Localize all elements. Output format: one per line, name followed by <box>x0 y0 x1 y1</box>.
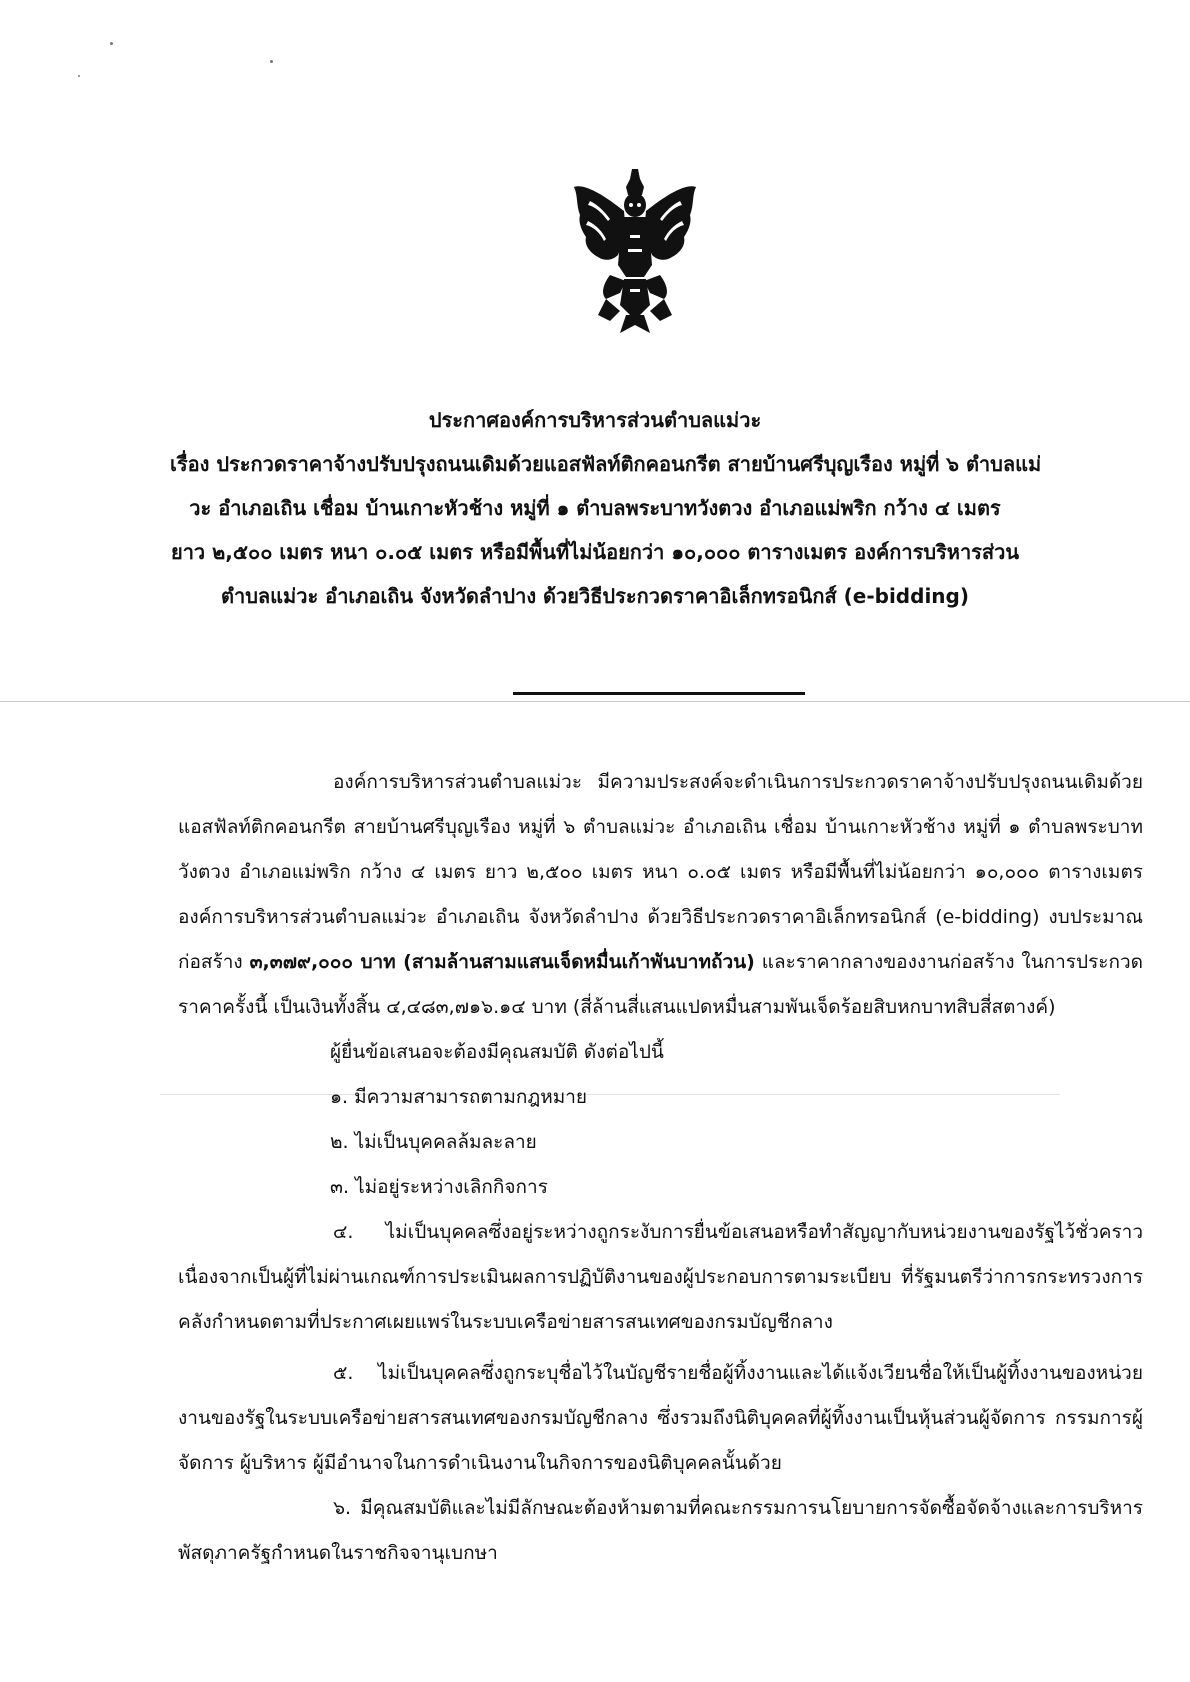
qualification-item: ๔. ไม่เป็นบุคคลซึ่งอยู่ระหว่างถูกระงับการยื่นข้อเสนอหรือทำสัญญากับหน่วยงานของรัฐไว้ชั่วคราว เนื่องจากเป็นผู้ที่ไม่ผ่านเกณฑ์การประเมินผลการปฏิบัติงานของผู้ประกอบการตามระเบียบ ที่รัฐมนตรีว่าการกระทรวงการคลังกำหนดตามที่ประกาศเผยแพร่ในระบบเครือข่ายสารสนเทศของกรมบัญชีกลาง <box>178 1221 1143 1333</box>
qualification-item: ๕. ไม่เป็นบุคคลซึ่งถูกระบุชื่อไว้ในบัญชีรายชื่อผู้ทิ้งงานและได้แจ้งเวียนชื่อให้เป็นผู้ทิ้งงานของหน่วยงานของรัฐในระบบเครือข่ายสารสนเทศของกรมบัญชีกลาง ซึ่งรวมถึงนิติบุคคลที่ผู้ทิ้งงานเป็นหุ้นส่วนผู้จัดการ กรรมการผู้จัดการ ผู้บริหาร ผู้มีอำนาจในการดำเนินงานในกิจการของนิติบุคคลนั้นด้วย <box>178 1362 1143 1474</box>
subject-line: วะ อำเภอเถิน เชื่อม บ้านเกาะหัวช้าง หมู่ที่ ๑ ตำบลพระบาทวังตวง อำเภอแม่พริก กว้าง ๔ เมตร <box>189 496 1001 520</box>
intro-paragraph <box>178 760 1143 1030</box>
scan-speck <box>110 42 113 45</box>
issuing-agency: ประกาศองค์การบริหารส่วนตำบลแม่วะ <box>428 408 762 432</box>
announcement-title <box>170 398 1042 618</box>
qualification-item: ๖. มีคุณสมบัติและไม่มีลักษณะต้องห้ามตามที่คณะกรรมการนโยบายการจัดซื้อจัดจ้างและการบริหารพัสดุภาครัฐกำหนดในราชกิจจานุเบกษา <box>178 1497 1143 1564</box>
subject-line: ยาว ๒,๕๐๐ เมตร หนา ๐.๐๕ เมตร หรือมีพื้นที่ไม่น้อยกว่า ๑๐,๐๐๐ ตารางเมตร องค์การบริหารส่วน <box>170 540 1020 564</box>
intro-text: องค์การบริหารส่วนตำบลแม่วะ มีความประสงค์จะดำเนินการประกวดราคาจ้างปรับปรุงถนนเดิมด้วยแอสฟัลท์ติกคอนกรีต สายบ้านศรีบุญเรือง หมู่ที่ ๖ ตำบลแม่วะ อำเภอเถิน เชื่อม บ้านเกาะหัวช้าง หมู่ที่ ๑ ตำบลพระบาทวังตวง อำเภอแม่พริก กว้าง ๔ เมตร ยาว ๒,๕๐๐ เมตร หนา ๐.๐๕ เมตร หรือมีพื้นที่ไม่น้อยกว่า ๑๐,๐๐๐ ตารางเมตร องค์การบริหารส่วนตำบลแม่วะ อำเภอเถิน จังหวัดลำปาง ด้วยวิธีประกวดราคาอิเล็กทรอนิกส์ (e-bidding) งบประมาณก่อสร้าง <box>178 771 1143 973</box>
qualification-item: ๑. มีความสามารถตามกฎหมาย <box>330 1086 588 1108</box>
scan-speck <box>270 60 273 63</box>
qualification-item: ๓. ไม่อยู่ระหว่างเลิกกิจการ <box>330 1176 548 1198</box>
scan-speck <box>78 75 80 77</box>
scan-seam <box>0 701 1190 702</box>
announcement-body <box>178 760 1143 1576</box>
qualification-intro: ผู้ยื่นข้อเสนอจะต้องมีคุณสมบัติ ดังต่อไปนี้ <box>330 1041 664 1063</box>
garuda-emblem-icon <box>570 165 700 335</box>
subject-line: ตำบลแม่วะ อำเภอเถิน จังหวัดลำปาง ด้วยวิธีประกวดราคาอิเล็กทรอนิกส์ (e-bidding) <box>221 584 969 608</box>
budget-amount: ๓,๓๗๙,๐๐๐ บาท (สามล้านสามแสนเจ็ดหมื่นเก้าพันบาทถ้วน) <box>249 951 755 973</box>
qualification-item: ๒. ไม่เป็นบุคคลล้มละลาย <box>330 1131 537 1153</box>
intro-text-continued: และราคากลางของงานก่อสร้าง ในการประกวดราคาครั้งนี้ เป็นเงินทั้งสิ้น ๔,๔๘๓,๗๑๖.๑๔ บาท (สี่ล้านสี่แสนแปดหมื่นสามพันเจ็ดร้อยสิบหกบาทสิบสี่สตางค์) <box>178 951 1143 1018</box>
subject-line: เรื่อง ประกวดราคาจ้างปรับปรุงถนนเดิมด้วยแอสฟัลท์ติกคอนกรีต สายบ้านศรีบุญเรือง หมู่ที่ ๖ ตำบลแม่ <box>170 452 1042 476</box>
title-divider <box>513 692 805 695</box>
